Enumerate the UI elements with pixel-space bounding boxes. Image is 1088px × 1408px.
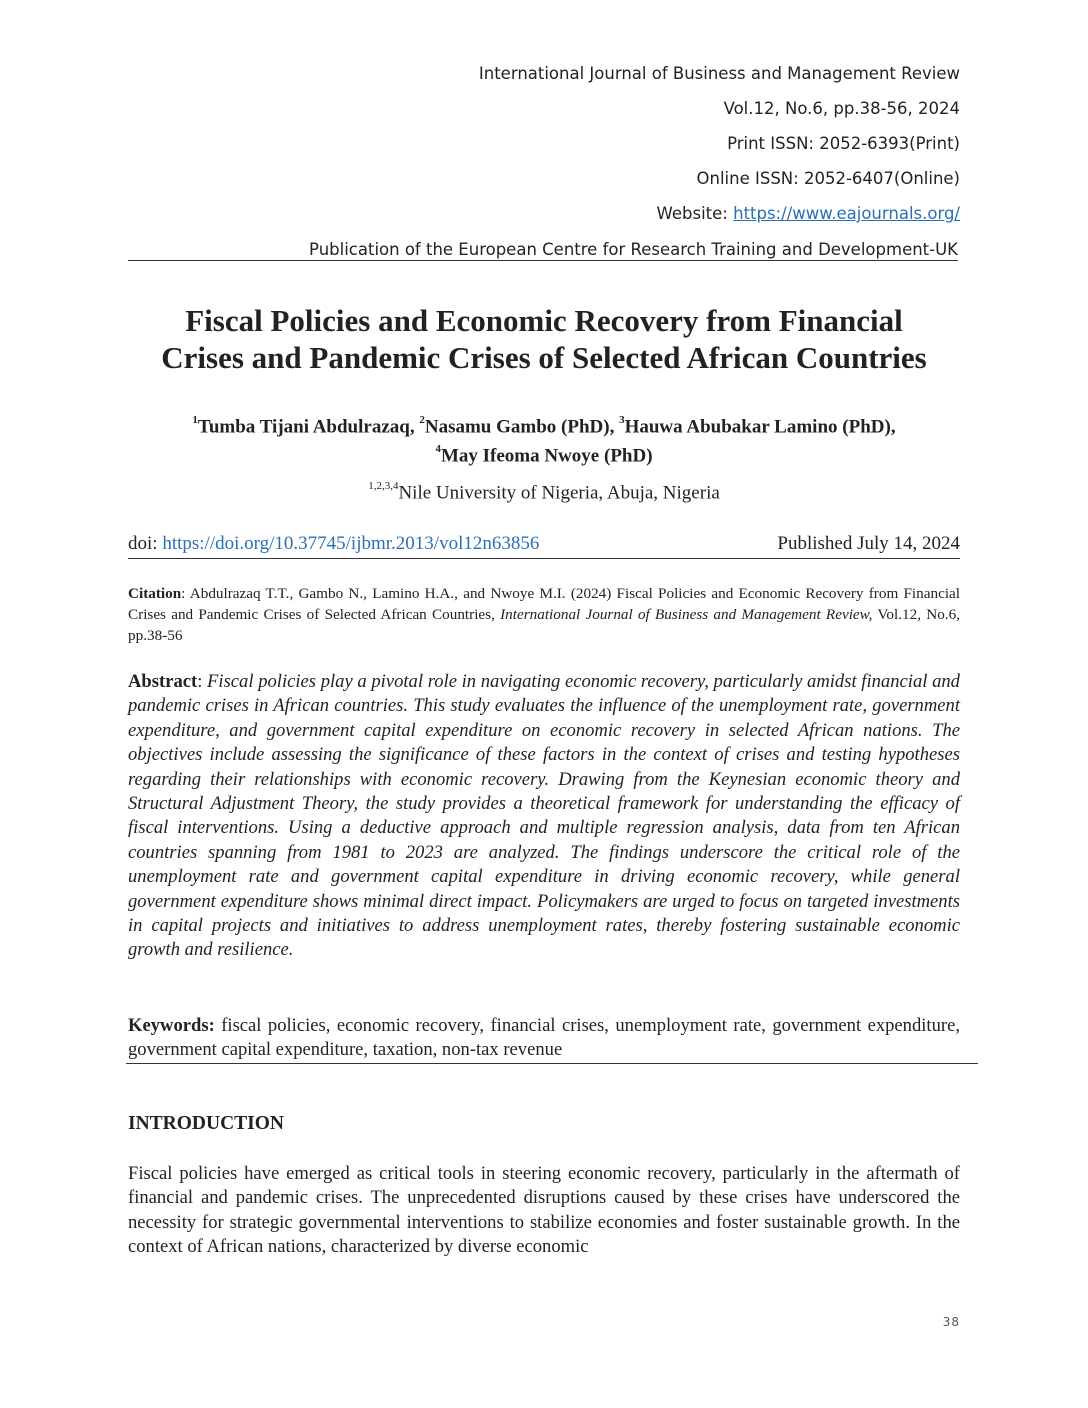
- author-list: [0, 410, 1088, 469]
- doi-row: [128, 533, 960, 555]
- keywords-divider: [126, 1063, 978, 1064]
- print-issn: Print ISSN: 2052-6393(Print): [727, 134, 960, 153]
- website-label: Website:: [656, 204, 734, 223]
- author-1: Tumba Tijani Abdulrazaq,: [197, 416, 420, 438]
- author-4-sup: 4: [435, 443, 441, 456]
- author-line-2: [0, 439, 1088, 468]
- author-4: May Ifeoma Nwoye (PhD): [440, 445, 653, 467]
- title-line-2: Crises and Pandemic Crises of Selected African Countries: [161, 340, 927, 375]
- abstract-colon: :: [197, 671, 208, 692]
- header-divider: [128, 260, 958, 261]
- doi-label: doi:: [128, 533, 163, 554]
- publisher-line: Publication of the European Centre for Research Training and Development-UK: [309, 240, 958, 259]
- doi-link[interactable]: https://doi.org/10.37745/ijbmr.2013/vol12n63856: [162, 533, 540, 554]
- author-2: Nasamu Gambo (PhD),: [424, 416, 620, 438]
- introduction-paragraph: Fiscal policies have emerged as critical tools in steering economic recovery, particularly in the aftermath of financial and pandemic crises. The unprecedented disruptions caused by these crises have underscored the necessity for strategic governmental interventions to stabilize economies and foster sustainable growth. In the context of African nations, characterized by diverse economic: [128, 1163, 960, 1258]
- page-number: 38: [942, 1315, 960, 1329]
- paper-title: [0, 302, 1088, 376]
- citation-tail: Vol.12, No.6, pp.38-56: [128, 606, 960, 644]
- abstract-label: Abstract: [128, 671, 198, 692]
- citation-label: Citation: [128, 585, 182, 602]
- section-heading-introduction: INTRODUCTION: [128, 1113, 285, 1134]
- author-2-sup: 2: [419, 414, 425, 426]
- website-line: [657, 204, 960, 223]
- citation-text: : Abdulrazaq T.T., Gambo N., Lamino H.A., and Nwoye M.I. (2024) Fiscal Policies and Economic Recovery from Financial Crises and Pandemic Crises of Selected African Countries: [128, 585, 960, 623]
- author-3-sup: 3: [619, 414, 625, 426]
- citation-journal: , International Journal of Business and Management Review,: [491, 606, 873, 623]
- volume-info: Vol.12, No.6, pp.38-56, 2024: [723, 99, 960, 118]
- keywords-label: Keywords:: [128, 1015, 215, 1036]
- affiliation: [0, 482, 1088, 504]
- doi-divider: [128, 558, 960, 559]
- abstract-text: Fiscal policies play a pivotal role in navigating economic recovery, particularly amidst financial and pandemic crises in African countries. This study evaluates the influence of the unemployment rate, government expenditure, and government capital expenditure on economic recovery in selected African nations. The objectives include assessing the significance of these factors in the context of crises and testing hypotheses regarding their relationships with economic recovery. Drawing from the Keynesian economic theory and Structural Adjustment Theory, the study provides a theoretical framework for understanding the efficacy of fiscal interventions. Using a deductive approach and multiple regression analysis, data from ten African countries spanning from 1981 to 2023 are analyzed. The findings underscore the critical role of the unemployment rate and government capital expenditure in driving economic recovery, while general government expenditure shows minimal direct impact. Policymakers are urged to focus on targeted investments in capital projects and initiatives to address unemployment rates, thereby fostering sustainable economic growth and resilience.: [128, 671, 960, 961]
- affiliation-sup: 1,2,3,4: [368, 480, 399, 492]
- website-link[interactable]: https://www.eajournals.org/: [733, 204, 960, 223]
- author-1-sup: 1: [192, 414, 198, 426]
- abstract-block: [128, 670, 960, 963]
- published-date: Published July 14, 2024: [777, 533, 960, 554]
- affiliation-text: Nile University of Nigeria, Abuja, Nigeria: [398, 482, 720, 504]
- title-line-1: Fiscal Policies and Economic Recovery from Financial: [185, 303, 903, 338]
- keywords-block: [128, 1014, 960, 1063]
- author-3: Hauwa Abubakar Lamino (PhD),: [624, 416, 896, 438]
- citation-block: [128, 583, 960, 646]
- keywords-text: fiscal policies, economic recovery, financial crises, unemployment rate, government expenditure, government capital expenditure, taxation, non-tax revenue: [128, 1015, 960, 1061]
- journal-name: International Journal of Business and Management Review: [478, 64, 960, 83]
- author-line-1: [0, 410, 1088, 439]
- online-issn: Online ISSN: 2052-6407(Online): [696, 169, 960, 188]
